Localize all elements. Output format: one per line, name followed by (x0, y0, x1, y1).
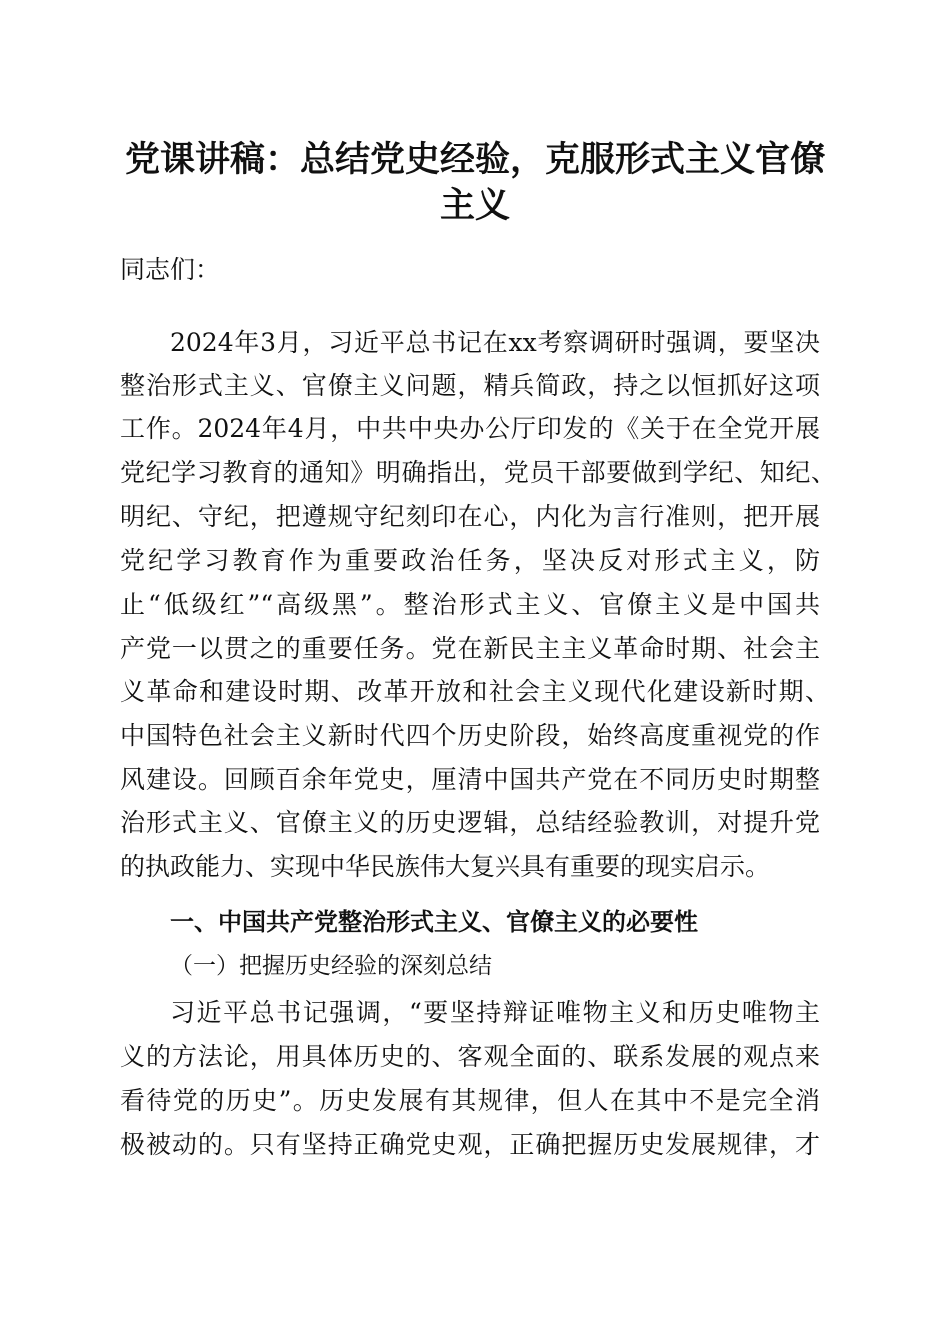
section-heading-1: 一、中国共产党整治形式主义、官僚主义的必要性 (170, 908, 698, 936)
paragraph-2-line-3: 看待党的历史”。历史发展有其规律，但人在其中不是完全消 (120, 1086, 820, 1115)
paragraph-1-line-10: 中国特色社会主义新时代四个历史阶段，始终高度重视党的作 (120, 721, 820, 750)
paragraph-1-line-2: 整治形式主义、官僚主义问题，精兵简政，持之以恒抓好这项 (120, 371, 820, 400)
paragraph-1-line-5: 明纪、守纪，把遵规守纪刻印在心，内化为言行准则，把开展 (120, 502, 820, 531)
paragraph-1-line-1: 2024年3月，习近平总书记在xx考察调研时强调，要坚决 (170, 328, 820, 357)
paragraph-1-line-12: 治形式主义、官僚主义的历史逻辑，总结经验教训，对提升党 (120, 808, 820, 837)
paragraph-1-line-4: 党纪学习教育的通知》明确指出，党员干部要做到学纪、知纪、 (120, 458, 836, 487)
section-heading-2: （一）把握历史经验的深刻总结 (170, 953, 492, 979)
paragraph-2-line-4: 极被动的。只有坚持正确党史观，正确把握历史发展规律，才 (120, 1130, 820, 1159)
salutation: 同志们： (120, 255, 221, 284)
paragraph-1-line-3: 工作。2024年4月，中共中央办公厅印发的《关于在全党开展 (120, 414, 820, 443)
document-title-line-2: 主义 (439, 185, 510, 226)
paragraph-1-line-8: 产党一以贯之的重要任务。党在新民主主义革命时期、社会主 (120, 634, 820, 663)
paragraph-1-line-11: 风建设。回顾百余年党史，厘清中国共产党在不同历史时期整 (120, 765, 820, 794)
document-title-line-1: 党课讲稿：总结党史经验，克服形式主义官僚 (124, 139, 825, 180)
paragraph-2-line-1: 习近平总书记强调，“要坚持辩证唯物主义和历史唯物主 (170, 998, 820, 1027)
paragraph-2-line-2: 义的方法论，用具体历史的、客观全面的、联系发展的观点来 (120, 1042, 820, 1071)
paragraph-1-line-9: 义革命和建设时期、改革开放和社会主义现代化建设新时期、 (120, 677, 830, 706)
paragraph-1-line-6: 党纪学习教育作为重要政治任务，坚决反对形式主义，防 (120, 546, 820, 575)
paragraph-1-line-13: 的执政能力、实现中华民族伟大复兴具有重要的现实启示。 (120, 852, 771, 881)
paragraph-1-line-7: 止“低级红”“高级黑”。整治形式主义、官僚主义是中国共 (120, 590, 820, 619)
